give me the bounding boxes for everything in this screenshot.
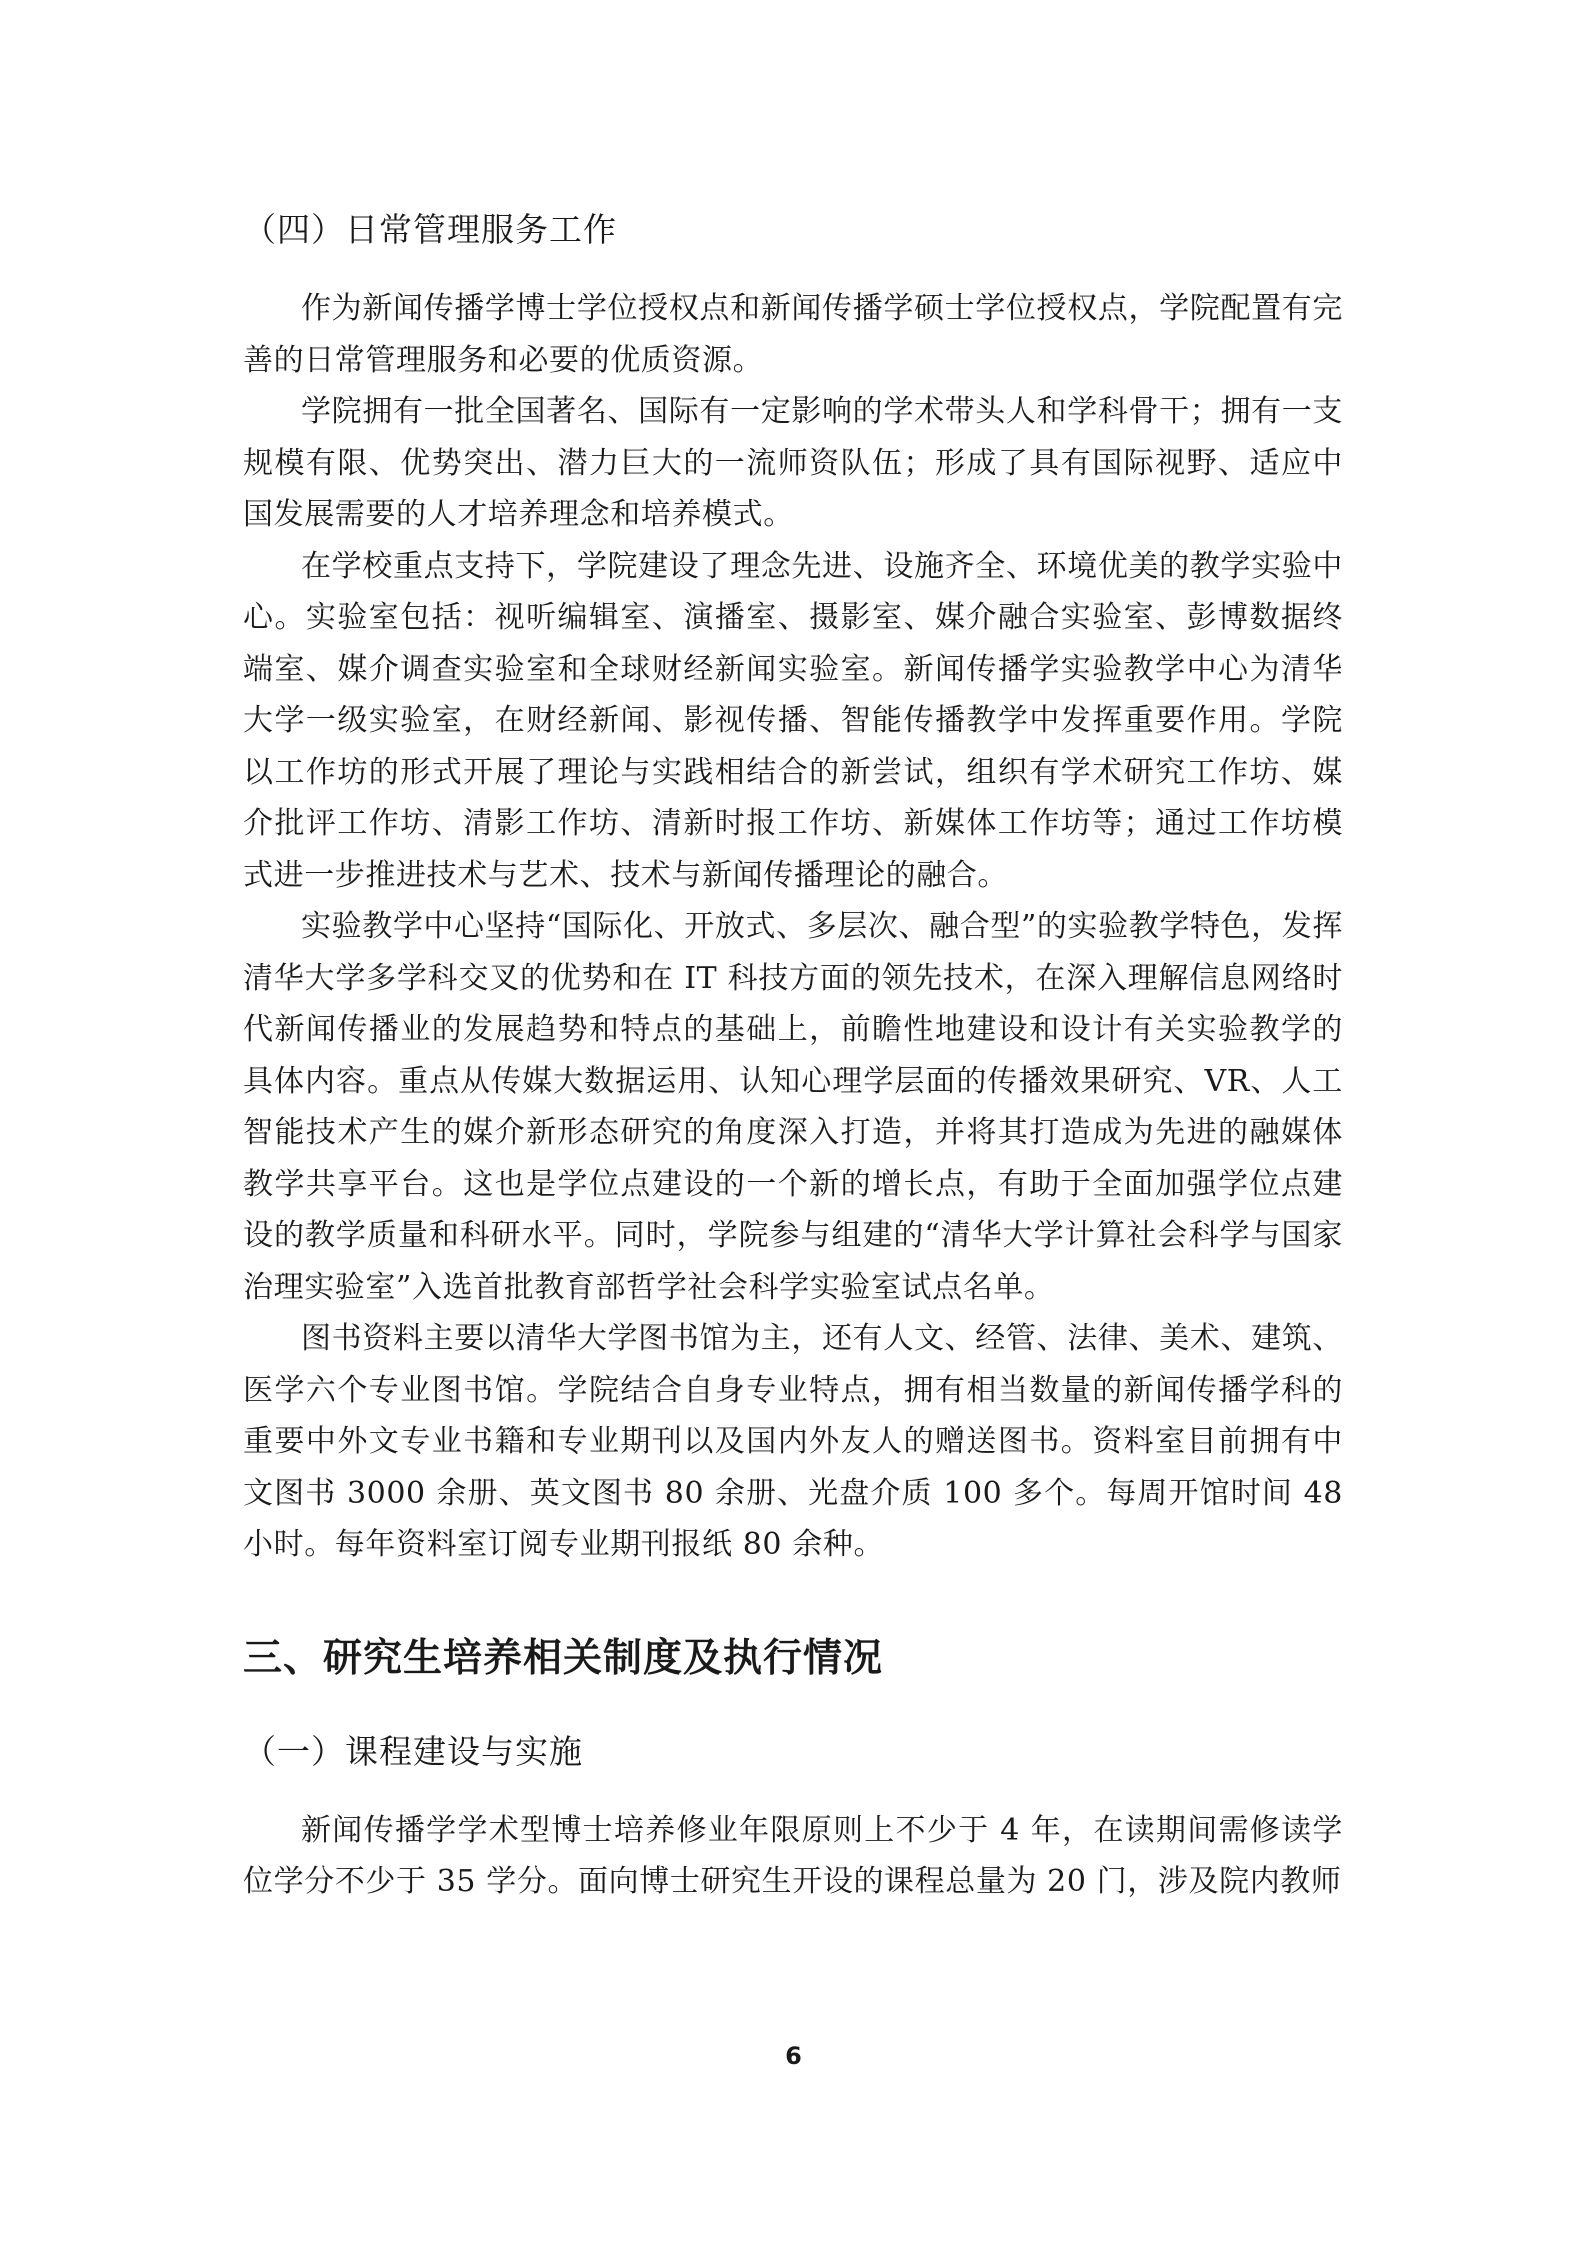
chapter-heading-training-system: 三、研究生培养相关制度及执行情况 xyxy=(243,1635,884,1681)
section-heading-daily-management: （四）日常管理服务工作 xyxy=(243,210,617,249)
paragraph: 新闻传播学学术型博士培养修业年限原则上不少于 4 年，在读期间需修读学位学分不少于 35 学分。面向博士研究生开设的课程总量为 20 门，涉及院内教师 xyxy=(243,1812,1343,1899)
page-number: 6 xyxy=(785,2042,802,2070)
section-heading-course-construction: （一）课程建设与实施 xyxy=(243,1731,583,1771)
page-content xyxy=(243,205,1343,1908)
paragraph: 作为新闻传播学博士学位授权点和新闻传播学硕士学位授权点，学院配置有完善的日常管理服务和必要的优质资源。 xyxy=(243,291,1343,378)
paragraph: 图书资料主要以清华大学图书馆为主，还有人文、经管、法律、美术、建筑、医学六个专业图书馆。学院结合自身专业特点，拥有相当数量的新闻传播学科的重要中外文专业书籍和专业期刊以及国内外友人的赠送图书。资料室目前拥有中文图书 3000 余册、英文图书 80 余册、光盘介质 100 多个。每周开馆时间 48 小时。每年资料室订阅专业期刊报纸 80 余种。 xyxy=(243,1321,1343,1562)
paragraph: 在学校重点支持下，学院建设了理念先进、设施齐全、环境优美的教学实验中心。实验室包括：视听编辑室、演播室、摄影室、媒介融合实验室、彭博数据终端室、媒介调查实验室和全球财经新闻实验室。新闻传播学实验教学中心为清华大学一级实验室，在财经新闻、影视传播、智能传播教学中发挥重要作用。学院以工作坊的形式开展了理论与实践相结合的新尝试，组织有学术研究工作坊、媒介批评工作坊、清影工作坊、清新时报工作坊、新媒体工作坊等；通过工作坊模式进一步推进技术与艺术、技术与新闻传播理论的融合。 xyxy=(243,548,1343,893)
paragraph: 学院拥有一批全国著名、国际有一定影响的学术带头人和学科骨干；拥有一支规模有限、优势突出、潜力巨大的一流师资队伍；形成了具有国际视野、适应中国发展需要的人才培养理念和培养模式。 xyxy=(243,394,1343,532)
paragraph: 实验教学中心坚持“国际化、开放式、多层次、融合型”的实验教学特色，发挥清华大学多学科交叉的优势和在 IT 科技方面的领先技术，在深入理解信息网络时代新闻传播业的发展趋势和特点的基础上，前瞻性地建设和设计有关实验教学的具体内容。重点从传媒大数据运用、认知心理学层面的传播效果研究、VR、人工智能技术产生的媒介新形态研究的角度深入打造，并将其打造成为先进的融媒体教学共享平台。这也是学位点建设的一个新的增长点，有助于全面加强学位点建设的教学质量和科研水平。同时，学院参与组建的“清华大学计算社会科学与国家治理实验室”入选首批教育部哲学社会科学实验室试点名单。 xyxy=(243,909,1343,1305)
